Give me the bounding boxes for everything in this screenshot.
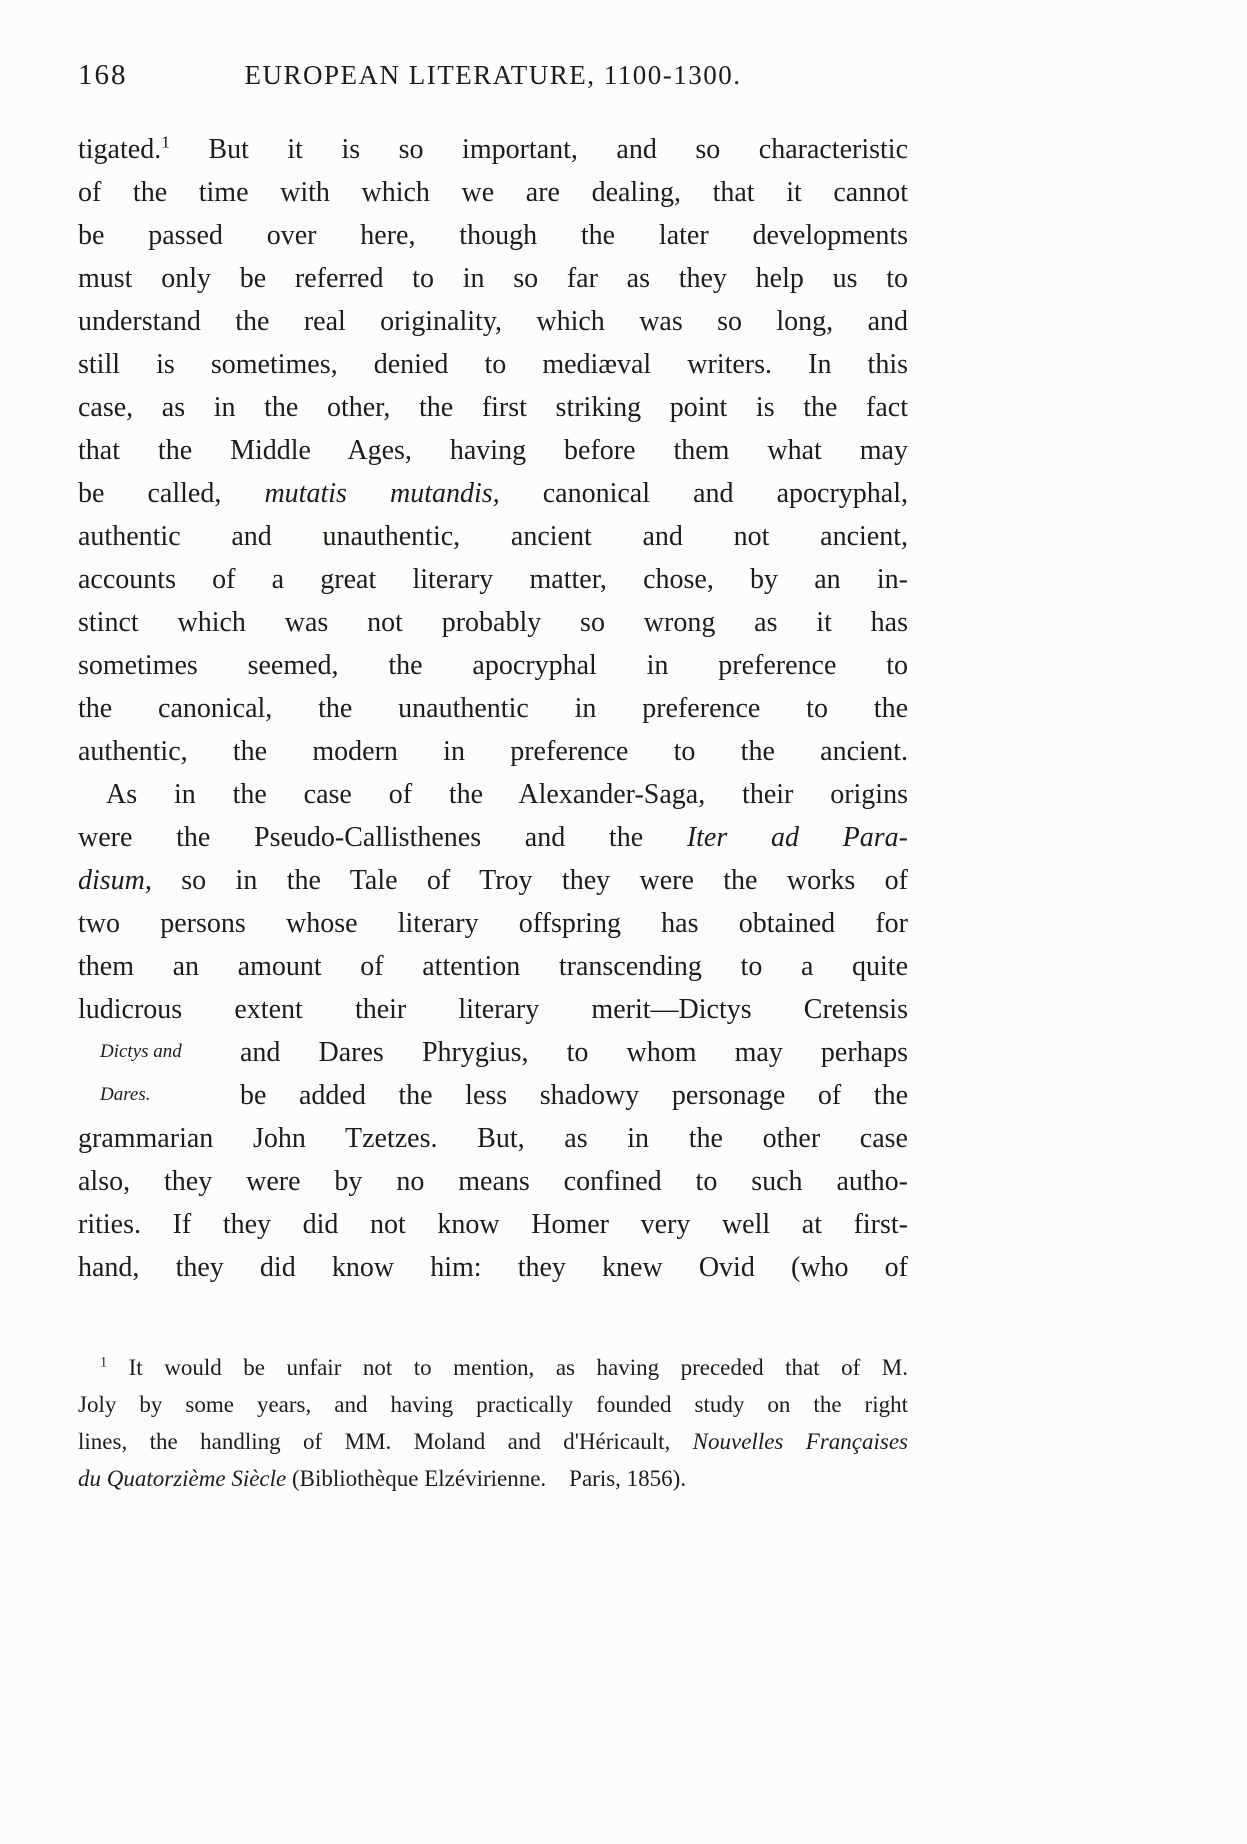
text-line [100, 1031, 908, 1074]
text-line [100, 1074, 908, 1117]
text-line [78, 214, 908, 257]
footnote-reference: 1 [161, 132, 170, 152]
text-run: du Quatorzième Siècle [78, 1466, 287, 1491]
text-run: accounts of a great literary matter, chose, by an in- [78, 564, 908, 595]
text-run: tigated. [78, 134, 162, 165]
text-run: be called, [78, 478, 265, 509]
text-run: lines, the handling of MM. Moland and d'Héricault, [78, 1429, 693, 1454]
text-line [78, 171, 908, 214]
text-line [106, 773, 908, 816]
margin-note: Dares. [100, 1084, 151, 1105]
text-line [78, 988, 908, 1031]
text-line [78, 1423, 908, 1460]
text-run: Nouvelles Françaises [692, 1429, 908, 1454]
text-run: and Dares Phrygius, to whom may perhaps [240, 1037, 908, 1068]
text-run: them an amount of attention transcending to a quite [78, 951, 908, 982]
text-line [78, 730, 908, 773]
text-line [78, 687, 908, 730]
text-run: authentic and unauthentic, ancient and not ancient, [78, 521, 908, 552]
text-line [78, 429, 908, 472]
text-run: (Bibliothèque Elzévirienne. Paris, 1856). [286, 1466, 687, 1491]
text-run: grammarian John Tzetzes. But, as in the other case [78, 1123, 908, 1154]
text-line [78, 1160, 908, 1203]
text-line [78, 472, 908, 515]
text-run: hand, they did know him: they knew Ovid (who of [78, 1252, 908, 1283]
text-run: that the Middle Ages, having before them what may [78, 435, 908, 466]
text-run: canonical and apocryphal, [499, 478, 908, 509]
text-run: As in the case of the Alexander-Saga, their origins [106, 779, 908, 810]
text-line [78, 816, 908, 859]
page-content [78, 56, 908, 1497]
text-line [78, 1117, 908, 1160]
text-run: so in the Tale of Troy they were the works of [151, 865, 908, 896]
text-line [100, 1349, 908, 1386]
text-run: still is sometimes, denied to mediæval writers. In this [78, 349, 908, 380]
page-header [78, 56, 908, 94]
page-number: 168 [78, 59, 128, 91]
text-line [78, 859, 908, 902]
text-run: authentic, the modern in preference to the ancient. [78, 736, 908, 767]
text-line [78, 257, 908, 300]
text-run: It would be unfair not to mention, as having preceded that of M. [107, 1355, 908, 1380]
text-run: mutatis mutandis, [264, 478, 500, 509]
text-line [78, 644, 908, 687]
text-run: stinct which was not probably so wrong as it has [78, 607, 908, 638]
body-text [78, 128, 908, 1289]
running-title: EUROPEAN LITERATURE, 1100-1300. [244, 60, 742, 90]
text-line [78, 1460, 908, 1497]
footnote-reference: 1 [100, 1354, 108, 1371]
text-run: Joly by some years, and having practically founded study on the right [78, 1392, 908, 1417]
text-line [78, 1246, 908, 1289]
text-line [78, 601, 908, 644]
text-line [78, 1386, 908, 1423]
text-run: also, they were by no means confined to such autho- [78, 1166, 908, 1197]
text-run: understand the real originality, which was so long, and [78, 306, 908, 337]
text-run: sometimes seemed, the apocryphal in preference to [78, 650, 908, 681]
text-run: ludicrous extent their literary merit—Dictys Cretensis [78, 994, 908, 1025]
text-run: rities. If they did not know Homer very well at first- [78, 1209, 908, 1240]
text-run: Iter ad Para- [686, 822, 908, 853]
text-line [78, 343, 908, 386]
text-line [78, 558, 908, 601]
text-run: disum, [78, 865, 152, 896]
text-line [78, 1203, 908, 1246]
text-run: case, as in the other, the first striking point is the fact [78, 392, 908, 423]
text-run: be added the less shadowy personage of the [240, 1080, 908, 1111]
text-run: two persons whose literary offspring has obtained for [78, 908, 908, 939]
text-line [78, 945, 908, 988]
text-line [78, 386, 908, 429]
text-run: the canonical, the unauthentic in preference to the [78, 693, 908, 724]
text-run: But it is so important, and so characteristic [169, 134, 908, 165]
text-line [78, 128, 908, 171]
text-run: of the time with which we are dealing, that it cannot [78, 177, 908, 208]
margin-note: Dictys and [100, 1041, 182, 1062]
text-run: be passed over here, though the later developments [78, 220, 908, 251]
footnote [78, 1349, 908, 1497]
text-run: must only be referred to in so far as they help us to [78, 263, 908, 294]
text-line [78, 300, 908, 343]
text-line [78, 902, 908, 945]
text-run: were the Pseudo-Callisthenes and the [78, 822, 687, 853]
text-line [78, 515, 908, 558]
